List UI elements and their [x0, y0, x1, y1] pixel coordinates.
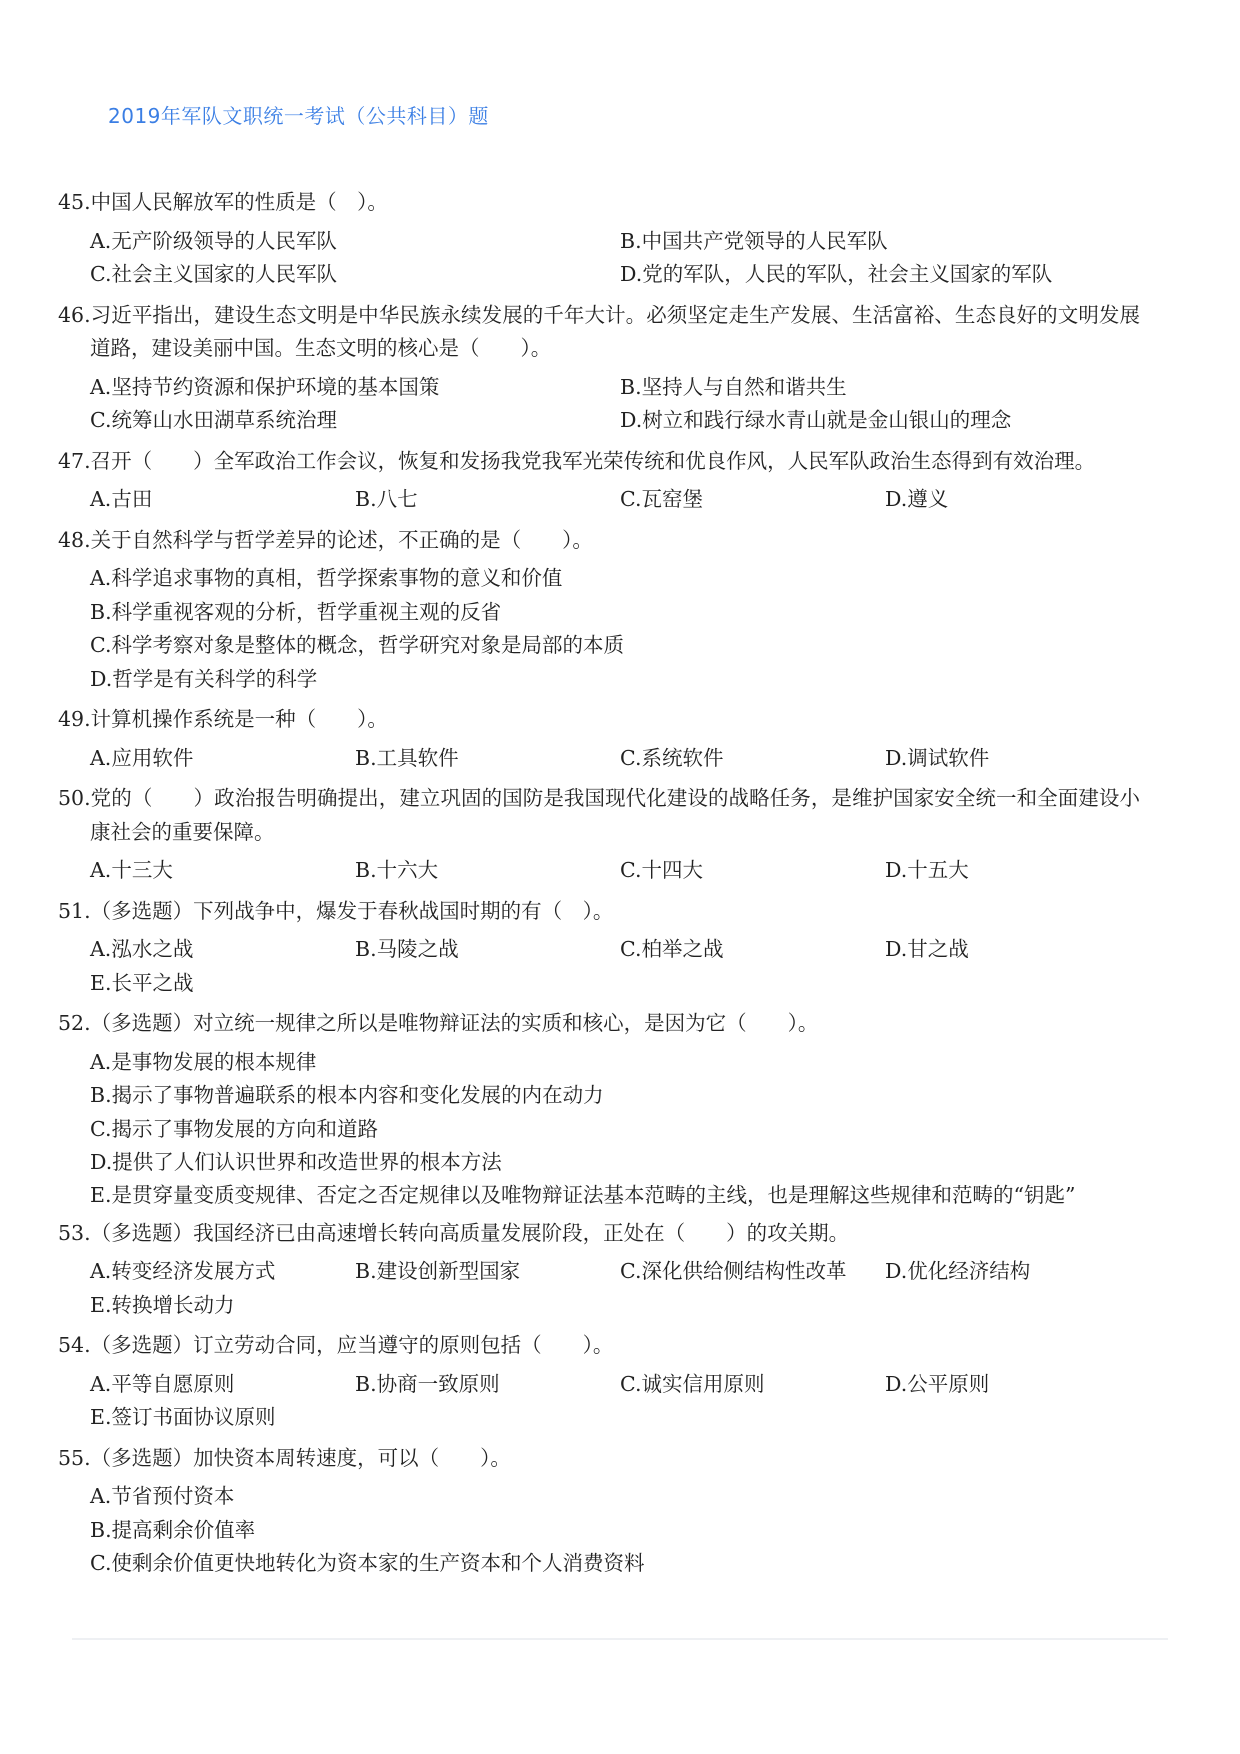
option-a: A.节省预付资本 [90, 1484, 235, 1508]
option-b: B.科学重视客观的分析，哲学重视主观的反省 [90, 599, 502, 624]
option-c: C.社会主义国家的人民军队 [90, 262, 337, 286]
option-b: B.建设创新型国家 [355, 1259, 521, 1283]
option-a: A.无产阶级领导的人民军队 [90, 228, 337, 253]
option-c: C.瓦窑堡 [620, 487, 703, 511]
question-52: 52.（多选题）对立统一规律之所以是唯物辩证法的实质和核心，是因为它（ ）。 [58, 1011, 819, 1035]
option-d: D.遵义 [885, 487, 949, 511]
options-45 [58, 225, 1140, 292]
question-51: 51.（多选题）下列战争中，爆发于春秋战国时期的有（ ）。 [58, 898, 614, 923]
question-list [58, 186, 1140, 1581]
option-d: D.党的军队，人民的军队，社会主义国家的军队 [620, 262, 1053, 286]
option-d: D.公平原则 [885, 1371, 990, 1396]
option-e: E.签订书面协议原则 [90, 1405, 276, 1429]
options-51 [58, 933, 1140, 1000]
options-48 [58, 562, 1140, 696]
question-55: 55.（多选题）加快资本周转速度，可以（ ）。 [58, 1445, 511, 1470]
options-47 [58, 483, 1140, 517]
options-54 [58, 1368, 1140, 1435]
option-c: C.使剩余价值更快地转化为资本家的生产资本和个人消费资料 [90, 1551, 645, 1575]
option-a: A.是事物发展的根本规律 [90, 1049, 317, 1074]
option-a: A.科学追求事物的真相，哲学探索事物的意义和价值 [90, 566, 563, 590]
option-e: E.转换增长动力 [90, 1292, 235, 1317]
option-b: B.八七 [355, 487, 418, 511]
option-d: D.甘之战 [885, 937, 969, 961]
option-e: E.是贯穿量变质变规律、否定之否定规律以及唯物辩证法基本范畴的主线，也是理解这些规律和范畴的“钥匙” [90, 1182, 1076, 1207]
question-45: 45.中国人民解放军的性质是（ ）。 [58, 190, 388, 214]
option-c: C.揭示了事物发展的方向和道路 [90, 1116, 378, 1141]
option-a: A.应用软件 [90, 745, 194, 770]
question-46: 46.习近平指出，建设生态文明是中华民族永续发展的千年大计。必须坚定走生产发展、生活富裕、生态良好的文明发展道路，建设美丽中国。生态文明的核心是（ ）。 [58, 302, 1140, 360]
option-c: C.系统软件 [620, 745, 724, 770]
options-49 [58, 742, 1140, 776]
option-a: A.平等自愿原则 [90, 1371, 235, 1396]
option-d: D.十五大 [885, 858, 969, 882]
question-54: 54.（多选题）订立劳动合同，应当遵守的原则包括（ ）。 [58, 1333, 614, 1357]
option-c: C.统筹山水田湖草系统治理 [90, 408, 337, 432]
options-50 [58, 854, 1140, 888]
option-a: A.古田 [90, 487, 153, 511]
option-b: B.中国共产党领导的人民军队 [620, 228, 888, 253]
options-46 [58, 371, 1140, 438]
footer-divider [72, 1638, 1168, 1640]
option-c: C.十四大 [620, 858, 703, 882]
option-b: B.十六大 [355, 858, 439, 882]
option-d: D.提供了人们认识世界和改造世界的根本方法 [90, 1150, 502, 1174]
option-d: D.树立和践行绿水青山就是金山银山的理念 [620, 408, 1012, 432]
option-c: C.深化供给侧结构性改革 [620, 1259, 847, 1283]
option-a: A.泓水之战 [90, 937, 194, 961]
option-c: C.科学考察对象是整体的概念，哲学研究对象是局部的本质 [90, 633, 624, 657]
option-b: B.提高剩余价值率 [90, 1517, 256, 1542]
options-52 [58, 1046, 1140, 1210]
option-c: C.柏举之战 [620, 937, 724, 961]
question-50: 50.党的（ ）政治报告明确提出，建立巩固的国防是我国现代化建设的战略任务，是维护国家安全统一和全面建设小康社会的重要保障。 [58, 786, 1140, 844]
question-47: 47.召开（ ）全军政治工作会议，恢复和发扬我党我军光荣传统和优良作风，人民军队政治生态得到有效治理。 [58, 448, 1096, 473]
document-title: 2019年军队文职统一考试（公共科目）题 [108, 104, 489, 128]
option-b: B.协商一致原则 [355, 1371, 500, 1396]
option-d: D.调试软件 [885, 745, 990, 770]
question-53: 53.（多选题）我国经济已由高速增长转向高质量发展阶段，正处在（ ）的攻关期。 [58, 1220, 850, 1245]
option-e: E.长平之战 [90, 970, 194, 995]
question-49: 49.计算机操作系统是一种（ ）。 [58, 707, 388, 731]
options-53 [58, 1255, 1140, 1322]
option-b: B.马陵之战 [355, 937, 459, 961]
option-a: A.坚持节约资源和保护环境的基本国策 [90, 374, 440, 399]
option-a: A.转变经济发展方式 [90, 1259, 276, 1283]
options-55 [58, 1480, 1140, 1581]
option-a: A.十三大 [90, 858, 173, 882]
option-d: D.优化经济结构 [885, 1259, 1031, 1283]
option-c: C.诚实信用原则 [620, 1371, 765, 1396]
option-b: B.坚持人与自然和谐共生 [620, 374, 847, 399]
option-b: B.工具软件 [355, 745, 459, 770]
option-d: D.哲学是有关科学的科学 [90, 666, 318, 691]
option-b: B.揭示了事物普遍联系的根本内容和变化发展的内在动力 [90, 1083, 604, 1107]
question-48: 48.关于自然科学与哲学差异的论述，不正确的是（ ）。 [58, 527, 593, 552]
